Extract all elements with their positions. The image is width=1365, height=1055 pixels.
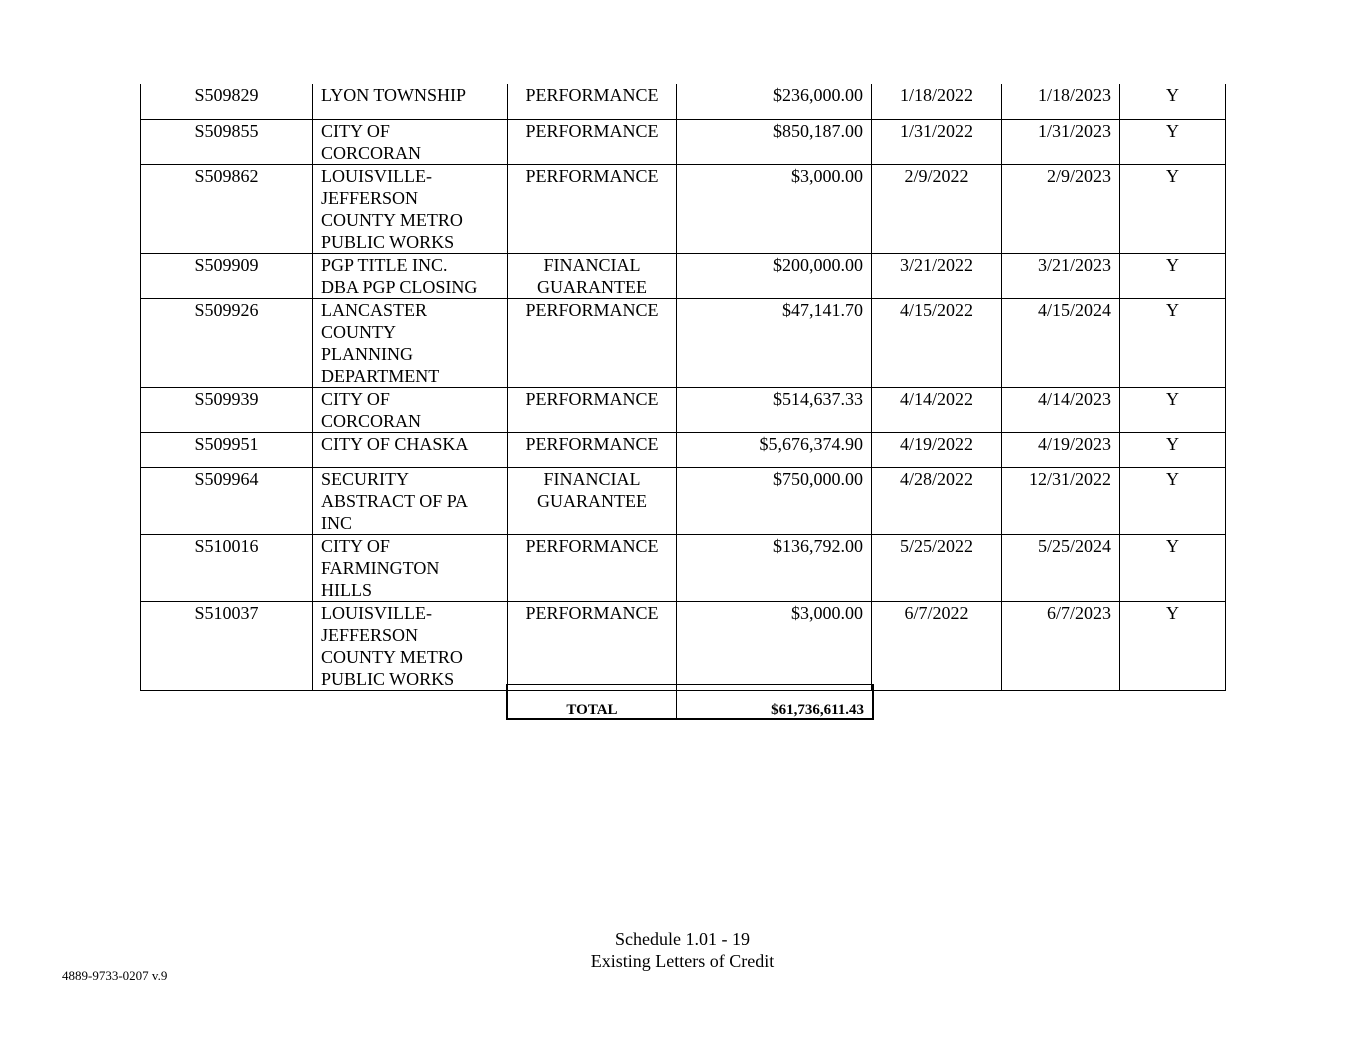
cell-line: LOUISVILLE- xyxy=(321,602,432,623)
flag-cell: Y xyxy=(1120,119,1226,164)
letter-id-cell: S510016 xyxy=(141,534,313,601)
cell-line: CITY OF CHASKA xyxy=(321,433,469,454)
letter-id-cell: S509926 xyxy=(141,298,313,387)
issue-date-cell: 6/7/2022 xyxy=(872,601,1002,690)
table-row xyxy=(141,253,1226,298)
cell-line: LYON TOWNSHIP xyxy=(321,85,467,105)
beneficiary-cell xyxy=(313,601,508,690)
beneficiary-cell xyxy=(313,119,508,164)
table-row xyxy=(141,164,1226,253)
issue-date-cell: 4/19/2022 xyxy=(872,432,1002,467)
expiry-date-cell: 12/31/2022 xyxy=(1002,467,1120,534)
table-row xyxy=(141,84,1226,119)
flag-cell: Y xyxy=(1120,432,1226,467)
amount-cell: $3,000.00 xyxy=(677,601,872,690)
cell-line: FARMINGTON xyxy=(321,557,440,578)
amount-cell: $236,000.00 xyxy=(677,84,872,119)
cell-line: PLANNING xyxy=(321,343,413,364)
letter-id-cell: S509862 xyxy=(141,164,313,253)
letter-id-cell: S509951 xyxy=(141,432,313,467)
expiry-date-cell: 1/18/2023 xyxy=(1002,84,1120,119)
letters-of-credit-table xyxy=(140,84,1226,691)
cell-line: CORCORAN xyxy=(321,410,422,431)
cell-line: HILLS xyxy=(321,579,372,600)
flag-cell: Y xyxy=(1120,164,1226,253)
flag-cell: Y xyxy=(1120,298,1226,387)
beneficiary-cell xyxy=(313,253,508,298)
issue-date-cell: 2/9/2022 xyxy=(872,164,1002,253)
type-cell xyxy=(508,601,677,690)
cell-line: COUNTY xyxy=(321,321,396,342)
beneficiary-cell xyxy=(313,84,508,119)
cell-line: CITY OF xyxy=(321,388,390,409)
cell-line: LOUISVILLE- xyxy=(321,165,432,186)
cell-line: COUNTY METRO xyxy=(321,209,463,230)
cell-line: PUBLIC WORKS xyxy=(321,231,455,252)
cell-line: PERFORMANCE xyxy=(525,299,659,320)
amount-cell: $514,637.33 xyxy=(677,387,872,432)
cell-line: JEFFERSON xyxy=(321,624,419,645)
amount-cell: $3,000.00 xyxy=(677,164,872,253)
flag-cell: Y xyxy=(1120,253,1226,298)
beneficiary-cell xyxy=(313,164,508,253)
cell-line: DEPARTMENT xyxy=(321,365,440,386)
page-footer xyxy=(0,928,1365,972)
amount-cell: $750,000.00 xyxy=(677,467,872,534)
type-cell xyxy=(508,253,677,298)
table-row xyxy=(141,387,1226,432)
amount-cell: $47,141.70 xyxy=(677,298,872,387)
cell-line: INC xyxy=(321,512,352,533)
table-row xyxy=(141,534,1226,601)
issue-date-cell: 4/14/2022 xyxy=(872,387,1002,432)
beneficiary-cell xyxy=(313,432,508,467)
document-id: 4889-9733-0207 v.9 xyxy=(62,968,168,983)
letter-id-cell: S509964 xyxy=(141,467,313,534)
type-cell xyxy=(508,534,677,601)
type-cell xyxy=(508,467,677,534)
amount-cell: $850,187.00 xyxy=(677,119,872,164)
letter-id-cell: S509829 xyxy=(141,84,313,119)
type-cell xyxy=(508,432,677,467)
cell-line: DBA PGP CLOSING xyxy=(321,276,478,297)
cell-line: SECURITY xyxy=(321,468,410,489)
issue-date-cell: 4/28/2022 xyxy=(872,467,1002,534)
cell-line: PUBLIC WORKS xyxy=(321,668,455,689)
schedule-title: Existing Letters of Credit xyxy=(590,951,775,971)
total-amount: $61,736,611.43 xyxy=(771,702,864,718)
expiry-date-cell: 1/31/2023 xyxy=(1002,119,1120,164)
letter-id-cell: S510037 xyxy=(141,601,313,690)
beneficiary-cell xyxy=(313,467,508,534)
letter-id-cell: S509855 xyxy=(141,119,313,164)
cell-line: FINANCIAL xyxy=(543,468,641,489)
schedule-number: Schedule 1.01 - 19 xyxy=(615,929,750,949)
expiry-date-cell: 6/7/2023 xyxy=(1002,601,1120,690)
flag-cell: Y xyxy=(1120,601,1226,690)
cell-line: PERFORMANCE xyxy=(525,165,659,186)
beneficiary-cell xyxy=(313,387,508,432)
type-cell xyxy=(508,387,677,432)
cell-line: PERFORMANCE xyxy=(525,85,659,105)
letter-id-cell: S509939 xyxy=(141,387,313,432)
expiry-date-cell: 4/19/2023 xyxy=(1002,432,1120,467)
beneficiary-cell xyxy=(313,534,508,601)
cell-line: PGP TITLE INC. xyxy=(321,254,448,275)
total-label: TOTAL xyxy=(508,685,677,718)
type-cell xyxy=(508,119,677,164)
cell-line: GUARANTEE xyxy=(537,276,647,297)
expiry-date-cell: 4/15/2024 xyxy=(1002,298,1120,387)
cell-line: COUNTY METRO xyxy=(321,646,463,667)
issue-date-cell: 1/31/2022 xyxy=(872,119,1002,164)
cell-line: PERFORMANCE xyxy=(525,535,659,556)
amount-cell: $200,000.00 xyxy=(677,253,872,298)
cell-line: GUARANTEE xyxy=(537,490,647,511)
cell-line: JEFFERSON xyxy=(321,187,419,208)
beneficiary-cell xyxy=(313,298,508,387)
table-row xyxy=(141,432,1226,467)
expiry-date-cell: 4/14/2023 xyxy=(1002,387,1120,432)
cell-line: PERFORMANCE xyxy=(525,602,659,623)
expiry-date-cell: 2/9/2023 xyxy=(1002,164,1120,253)
flag-cell: Y xyxy=(1120,84,1226,119)
cell-line: CORCORAN xyxy=(321,142,422,163)
cell-line: PERFORMANCE xyxy=(525,120,659,141)
table-row xyxy=(141,298,1226,387)
cell-line: PERFORMANCE xyxy=(525,433,659,454)
cell-line: PERFORMANCE xyxy=(525,388,659,409)
cell-line: CITY OF xyxy=(321,120,390,141)
flag-cell: Y xyxy=(1120,467,1226,534)
cell-line: ABSTRACT OF PA xyxy=(321,490,469,511)
cell-line: CITY OF xyxy=(321,535,390,556)
table-row xyxy=(141,467,1226,534)
expiry-date-cell: 3/21/2023 xyxy=(1002,253,1120,298)
flag-cell: Y xyxy=(1120,387,1226,432)
expiry-date-cell: 5/25/2024 xyxy=(1002,534,1120,601)
type-cell xyxy=(508,298,677,387)
issue-date-cell: 3/21/2022 xyxy=(872,253,1002,298)
letter-id-cell: S509909 xyxy=(141,253,313,298)
table-row xyxy=(141,601,1226,690)
issue-date-cell: 1/18/2022 xyxy=(872,84,1002,119)
type-cell xyxy=(508,164,677,253)
flag-cell: Y xyxy=(1120,534,1226,601)
cell-line: LANCASTER xyxy=(321,299,428,320)
amount-cell: $5,676,374.90 xyxy=(677,432,872,467)
cell-line: FINANCIAL xyxy=(543,254,641,275)
total-row xyxy=(506,684,874,720)
issue-date-cell: 4/15/2022 xyxy=(872,298,1002,387)
type-cell xyxy=(508,84,677,119)
table-row xyxy=(141,119,1226,164)
issue-date-cell: 5/25/2022 xyxy=(872,534,1002,601)
amount-cell: $136,792.00 xyxy=(677,534,872,601)
